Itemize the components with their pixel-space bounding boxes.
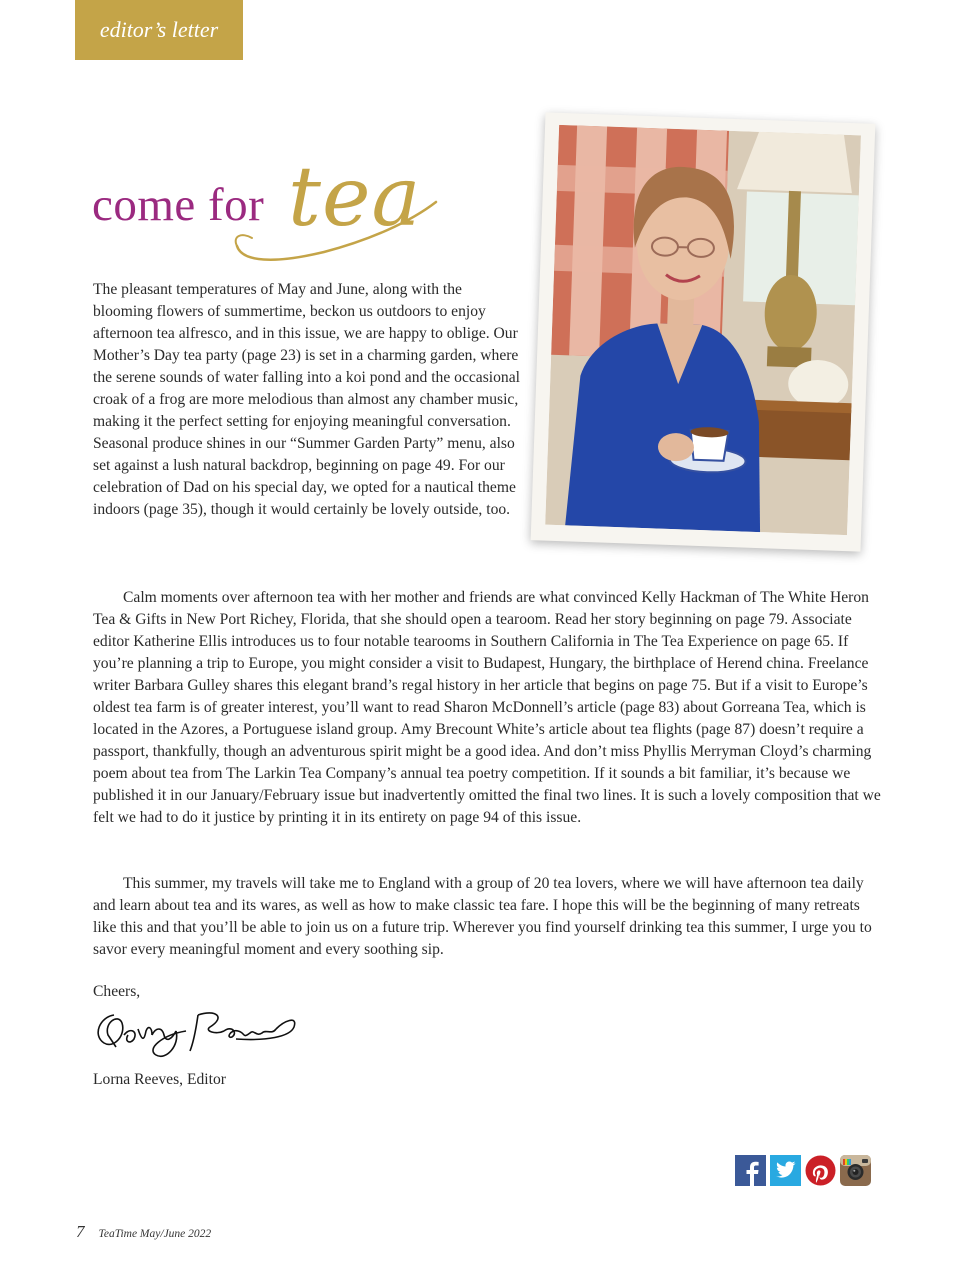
closing: Cheers, (93, 983, 141, 1000)
social-icons (735, 1155, 871, 1186)
editor-photo (531, 112, 876, 551)
headline (92, 150, 452, 270)
handwritten-signature (86, 1005, 306, 1067)
letter-paragraph-2: Calm moments over afternoon tea with her mother and friends are what convinced Kelly Hackman of The White Heron Tea & Gifts in New Port Richey, Florida, that she should open a tearoom. Read her story beginning on page 79. Associate editor Katherine Ellis introduces us to four notable tearooms in Southern California in The Tea Experience on page 65. If you’re planning a trip to Europe, you might consider a visit to Budapest, Hungary, the birthplace of Herend china. Freelance writer Barbara Gulley shares this elegant brand’s regal history in her article that begins on page 75. But if a visit to Europe’s oldest tea farm is of greater interest, you’ll want to read Sharon McDonnell’s article (page 83) about Gorreana Tea, which is located in the Azores, a Portuguese island group. Amy Brecount White’s article about tea flights (page 87) doesn’t require a passport, thankfully, though an adventurous spirit might be a good idea. And don’t miss Phyllis Merryman Cloyd’s charming poem about tea from The Larkin Tea Company’s annual tea poetry competition. If it sounds a bit familiar, it’s because we published it in our January/February issue but inadvertently omitted the final two lines. It is such a lovely composition that we felt we had to do it justice by printing it in its entirety on page 94 of this issue. (93, 589, 881, 826)
instagram-icon[interactable] (840, 1155, 871, 1186)
editor-portrait-image (545, 125, 861, 535)
page-footer (76, 1222, 211, 1242)
magazine-issue: TeaTime May/June 2022 (98, 1228, 212, 1240)
letter-paragraph-1: The pleasant temperatures of May and June, along with the blooming flowers of summertime, beckon us outdoors to enjoy afternoon tea alfresco, and in this issue, we are happy to oblige. Our Mother’s Day tea party (page 23) is set in a charming garden, where the serene sounds of water falling into a koi pond and the occasional croak of a frog are more melodious than almost any chamber music, making it the perfect setting for enjoying meaningful conversation. Seasonal produce shines in our “Summer Garden Party” menu, also set against a lush natural backdrop, beginning on page 49. For our celebration of Dad on his special day, we opted for a nautical theme indoors (page 35), though it would certainly be lovely outside, too. (93, 281, 520, 518)
facebook-icon[interactable] (735, 1155, 766, 1186)
section-tag (75, 0, 243, 60)
editor-signoff: Lorna Reeves, Editor (93, 1071, 226, 1088)
letter-paragraph-3: This summer, my travels will take me to England with a group of 20 tea lovers, where we will have afternoon tea daily and learn about tea and its wares, as well as how to make classic tea fare. I hope this will be the beginning of many retreats like this and that you’ll be able to join us on a future trip. Wherever you find yourself drinking tea this summer, I urge you to savor every meaningful moment and every soothing sip. (93, 875, 872, 958)
pinterest-icon[interactable] (805, 1155, 836, 1186)
section-tag-label: editor’s letter (99, 17, 219, 42)
headline-part-2: tea (288, 150, 422, 245)
page-number: 7 (76, 1222, 85, 1241)
twitter-icon[interactable] (770, 1155, 801, 1186)
headline-part-1: come for (92, 179, 265, 231)
